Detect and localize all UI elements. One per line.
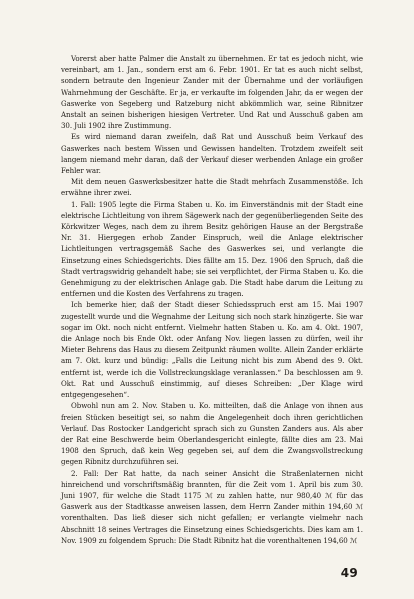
paragraph: Vorerst aber hatte Palmer die Anstalt zu übernehmen. Er tat es jedoch nicht, wie vereinbart, am 1. Jan., sondern erst am 6. Febr. 1901. Er tat es auch nicht selbst, sondern betraute den Ingenieur Zander mit der Übernahme und der vorläufigen Wahrnehmung der Geschäfte. Er ja, er verkaufte im folgenden Jahr, da er wegen der Gaswerke von Segeberg und Ratzeburg nicht abkömmlich war, seine Ribnitzer Anstalt an seinen bisherigen hiesigen Vertreter. Und Rat und Ausschuß gaben am 30. Juli 1902 ihre Zustimmung. <box>61 54 363 131</box>
body-text <box>61 53 363 546</box>
paragraph: Mit dem neuen Gaswerksbesitzer hatte die Stadt mehrfach Zusammenstöße. Ich erwähne ihrer zwei. <box>61 177 363 198</box>
paragraph: 2. Fall: Der Rat hatte, da nach seiner Ansicht die Straßenlaternen nicht hinreichend und vorschriftsmäßig brannten, für die Zeit vom 1. April bis zum 30. Juni 1907, für welche die Stadt 1175 ℳ zu zahlen hatte, nur 980,40 ℳ für das Gaswerk aus der Stadtkasse anweisen lassen, dem Herrn Zander mithin 194,60 ℳ vorenthalten. Das ließ dieser sich nicht gefallen; er verlangte vielmehr nach Abschnitt 18 seines Vertrages die Einsetzung eines Schiedsgerichts. Dies kam am 1. Nov. 1909 zu folgendem Spruch: Die Stadt Ribnitz hat die vorenthaltenen 194,60 ℳ <box>61 468 363 545</box>
paragraph: Es wird niemand daran zweifeln, daß Rat und Ausschuß beim Verkauf des Gaswerkes nach bestem Wissen und Gewissen handelten. Trotzdem zweifelt seit langem niemand mehr daran, daß der Verkauf dieser werbenden Anlage ein großer Fehler war. <box>61 132 363 176</box>
paragraph: Ich bemerke hier, daß der Stadt dieser Schiedsspruch erst am 15. Mai 1907 zugestellt wurde und die Wegnahme der Leitung sich noch stark hinzögerte. Sie war sogar im Okt. noch nicht entfernt. Vielmehr hatten Staben u. Ko. am 4. Okt. 1907, die Anlage noch bis Ende Okt. oder Anfang Nov. liegen lassen zu dürfen, weil ihr Mieter Behrens das Haus zu diesem Zeitpunkt räumen wollte. Allein Zander erklärte am 7. Okt. kurz und bündig: „Falls die Leitung nicht bis zum Abend des 9. Okt. entfernt ist, werde ich die Vollstreckungsklage veranlassen.“ Da beschlossen am 9. Okt. Rat und Ausschuß einstimmig, auf dieses Schreiben: „Der Klage wird entgegengesehen“. <box>61 300 363 400</box>
paragraph: Obwohl nun am 2. Nov. Staben u. Ko. mitteilten, daß die Anlage von ihnen aus freien Stücken beseitigt sei, so nahm die Angelegenheit doch ihren gerichtlichen Verlauf. Das Rostocker Landgericht sprach sich zu Gunsten Zanders aus. Als aber der Rat eine Beschwerde beim Oberlandesgericht einlegte, fällte dies am 23. Mai 1908 den Spruch, daß kein Weg gegeben sei, auf dem die Zwangsvollstreckung gegen Ribnitz durchzuführen sei. <box>61 401 363 467</box>
paragraph: 1. Fall: 1905 legte die Firma Staben u. Ko. im Einverständnis mit der Stadt eine elektrische Lichtleitung von ihrem Sägewerk nach der gegenüberliegenden Seite des Körkwitzer Weges, nach dem zu ihrem Besitz gehörigen Hause an der Bergstraße Nr. 31. Hiergegen erhob Zander Einspruch, weil die Anlage elektrischer Lichtleitungen vertragsgemäß Sache des Gaswerkes sei, und verlangte die Einsetzung eines Schiedsgerichts. Dies fällte am 15. Dez. 1906 den Spruch, daß die Stadt vertragswidrig gehandelt habe; sie sei verpflichtet, der Firma Staben u. Ko. die Genehmigung zu der elektrischen Anlage gab. Die Stadt habe darum die Leitung zu entfernen und die Kosten des Verfahrens zu tragen. <box>61 199 363 299</box>
page-number: 49 <box>340 566 358 580</box>
